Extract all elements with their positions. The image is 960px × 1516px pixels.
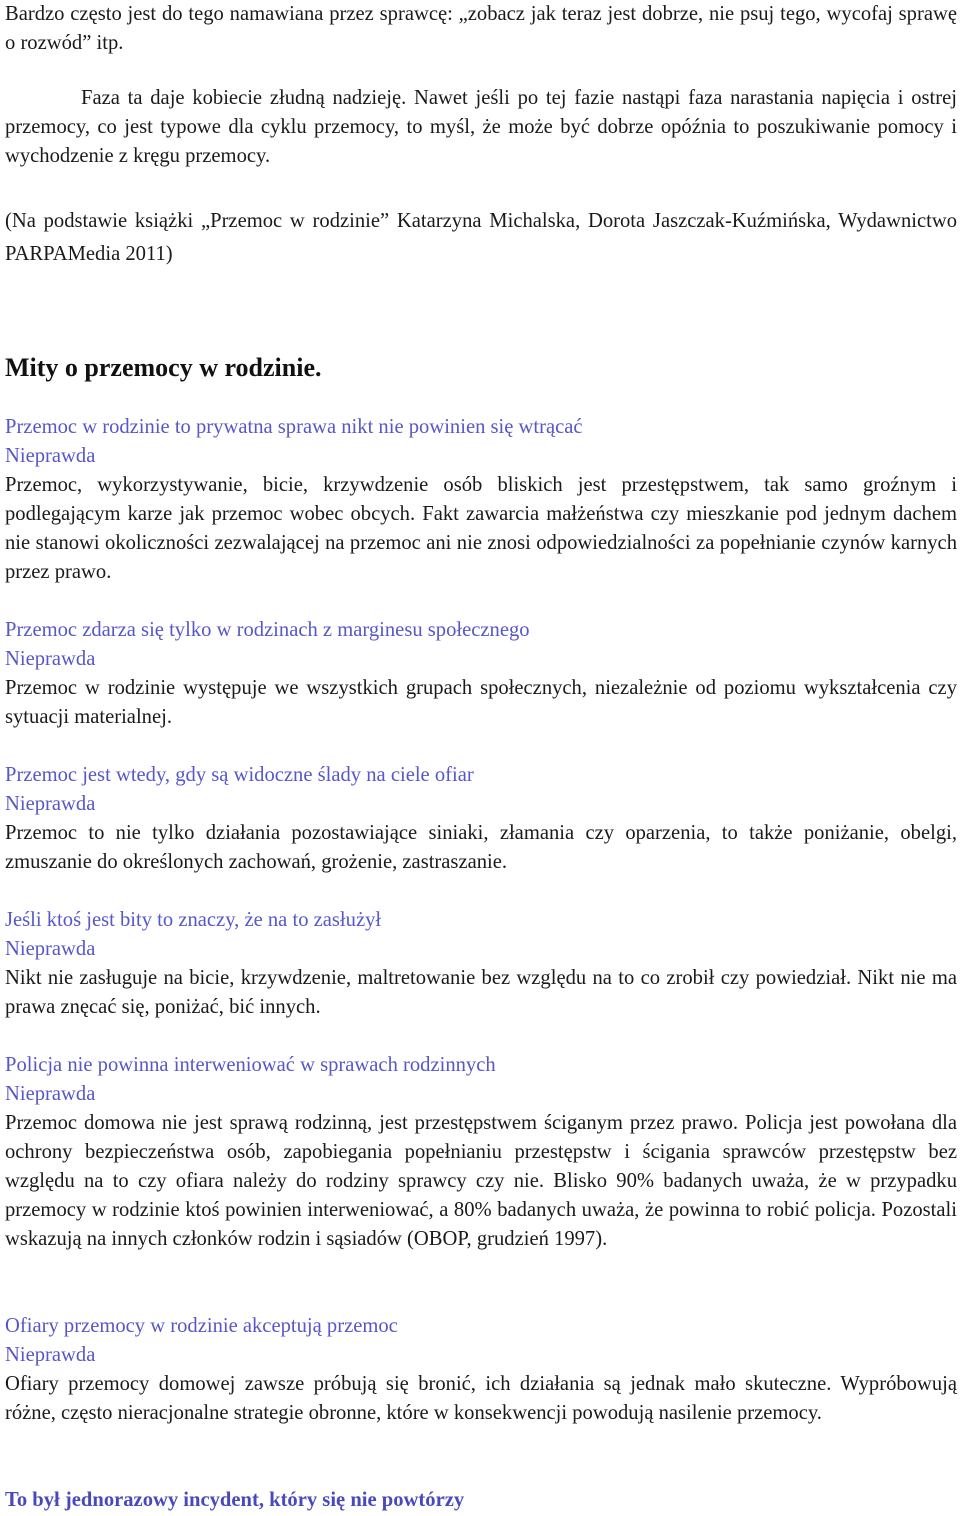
myth-heading: To był jednorazowy incydent, który się nie powtórzy [5,1489,465,1511]
myth-block-5 [5,1051,957,1254]
section-title: Mity o przemocy w rodzinie. [5,353,322,382]
source-text: (Na podstawie książki „Przemoc w rodzinie” Katarzyna Michalska, Dorota Jaszczak-Kuźmińska, Wydawnictwo PARPAMedia 2011) [5,210,957,265]
myth-heading: Jeśli ktoś jest bity to znaczy, że na to zasłużył [5,909,382,931]
myth-explanation: Przemoc, wykorzystywanie, bicie, krzywdzenie osób bliskich jest przestępstwem, tak samo groźnym i podlegającym karze jak przemoc wobec obcych. Fakt zawarcia małżeństwa czy mieszkanie pod jednym dachem nie stanowi okoliczności zezwalającej na przemoc ani nie znosi odpowiedzialności za popełnianie czynów karnych przez prawo. [5,474,957,583]
myth-block-6 [5,1312,957,1428]
verdict-label: Nieprawda [5,793,96,815]
myth-block-3 [5,761,957,877]
verdict-label: Nieprawda [5,445,96,467]
intro-text-2: Faza ta daje kobiecie złudną nadzieję. Nawet jeśli po tej fazie nastąpi faza narastania napięcia i ostrej przemocy, co jest typowe dla cyklu przemocy, to myśl, że może być dobrze opóźnia to poszukiwanie pomocy i wychodzenie z kręgu przemocy. [5,87,957,167]
myth-block-1 [5,413,957,587]
myth-heading: Przemoc zdarza się tylko w rodzinach z marginesu społecznego [5,619,530,641]
myth-heading: Ofiary przemocy w rodzinie akceptują przemoc [5,1315,398,1337]
verdict-label: Nieprawda [5,938,96,960]
intro-text-1: Bardzo często jest do tego namawiana przez sprawcę: „zobacz jak teraz jest dobrze, nie psuj tego, wycofaj sprawę o rozwód” itp. [5,3,957,54]
intro-paragraph-2 [5,84,957,171]
section-heading [5,352,957,384]
myth-heading: Policja nie powinna interweniować w sprawach rodzinnych [5,1054,496,1076]
myth-explanation: Ofiary przemocy domowej zawsze próbują się bronić, ich działania są jednak mało skuteczne. Wypróbowują różne, często nieracjonalne strategie obronne, które w konsekwencji powodują nasilenie przemocy. [5,1373,957,1424]
source-citation [5,205,957,271]
myth-block-4 [5,906,957,1022]
myth-explanation: Nikt nie zasługuje na bicie, krzywdzenie, maltretowanie bez względu na to co zrobił czy powiedział. Nikt nie ma prawa znęcać się, poniżać, bić innych. [5,967,957,1018]
myth-heading: Przemoc w rodzinie to prywatna sprawa nikt nie powinien się wtrącać [5,416,583,438]
verdict-label: Nieprawda [5,1083,96,1105]
intro-paragraph-1 [5,0,957,58]
myth-explanation: Przemoc domowa nie jest sprawą rodzinną, jest przestępstwem ściganym przez prawo. Policja jest powołana dla ochrony bezpieczeństwa osób, zapobiegania popełnianiu przestępstw i ścigania sprawców przestępstw bez względu na to czy ofiara należy do rodziny sprawcy czy nie. Blisko 90% badanych uważa, że w przypadku przemocy w rodzinie ktoś powinien interweniować, a 80% badanych uważa, że powinna to robić policja. Pozostali wskazują na innych członków rodzin i sąsiadów (OBOP, grudzień 1997). [5,1112,957,1250]
myth-block-2 [5,616,957,732]
myth-explanation: Przemoc to nie tylko działania pozostawiające siniaki, złamania czy oparzenia, to także poniżanie, obelgi, zmuszanie do określonych zachowań, grożenie, zastraszanie. [5,822,957,873]
myth-heading: Przemoc jest wtedy, gdy są widoczne ślady na ciele ofiar [5,764,474,786]
myth-explanation: Przemoc w rodzinie występuje we wszystkich grupach społecznych, niezależnie od poziomu wykształcenia czy sytuacji materialnej. [5,677,957,728]
verdict-label: Nieprawda [5,1344,96,1366]
myth-block-7 [5,1486,957,1515]
verdict-label: Nieprawda [5,648,96,670]
